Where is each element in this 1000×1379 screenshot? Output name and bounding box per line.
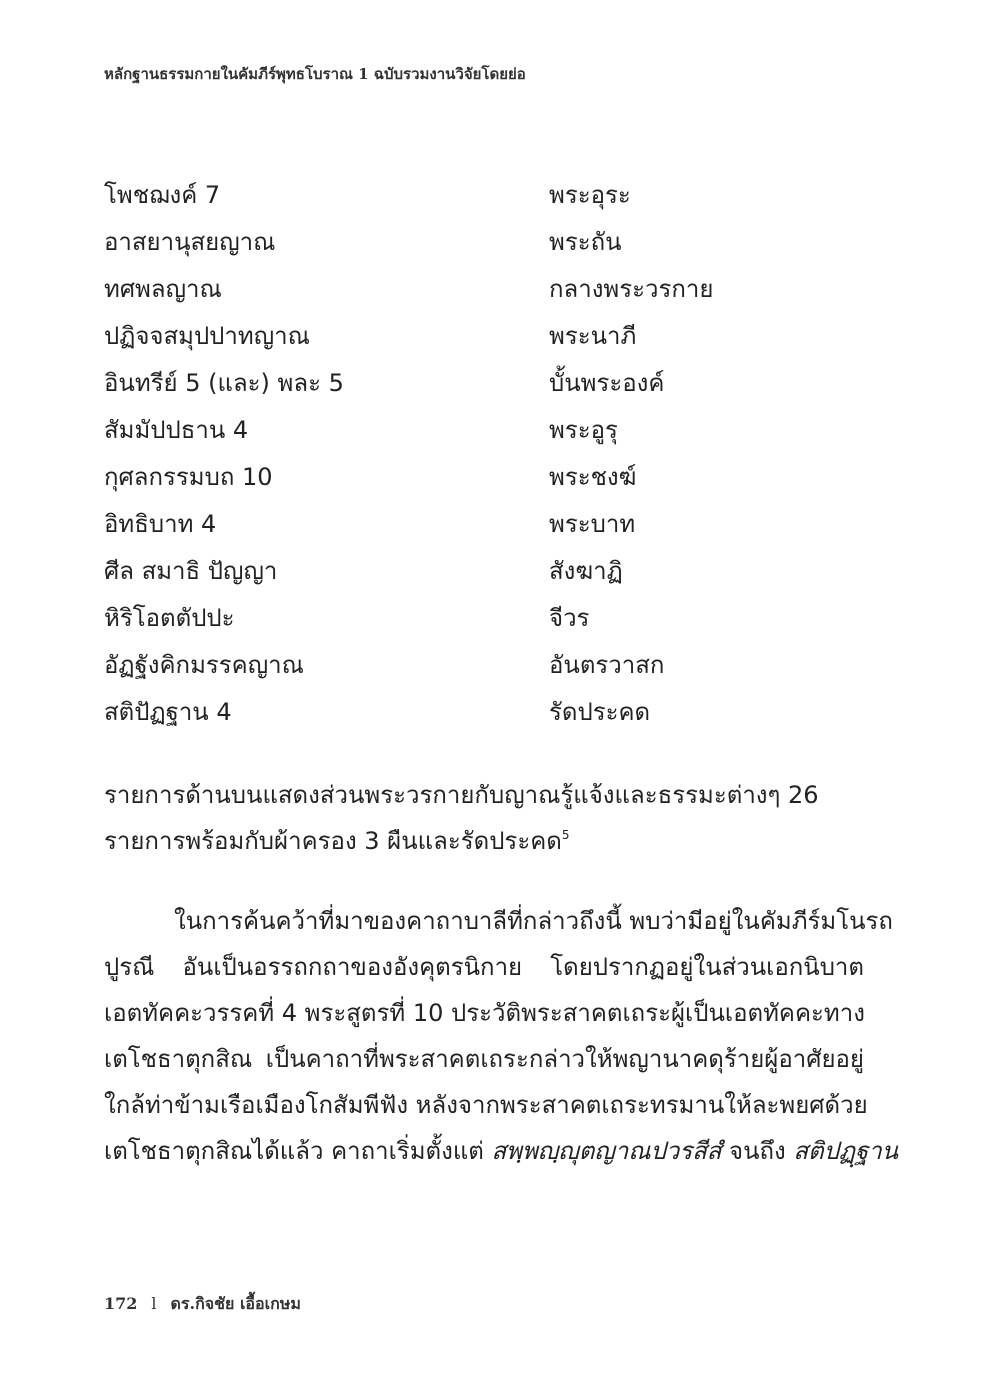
body-paragraph [104, 898, 899, 1174]
body-part-item: รัดประคด [549, 698, 651, 726]
list-item [104, 595, 864, 642]
dhamma-item: ปฏิจจสมุปปาทญาณ [104, 322, 310, 350]
caption-text: รายการด้านบนแสดงส่วนพระวรกายกับญาณรู้แจ้งและธรรมะต่างๆ 26 รายการพร้อมกับผ้าครอง 3 ผืนและรัดประคด [104, 781, 819, 855]
body-part-item: พระอุระ [549, 181, 631, 209]
body-part-item: พระอูรุ [549, 416, 618, 444]
line-text: จนถึง [721, 1137, 794, 1165]
list-item [104, 266, 864, 313]
list-item [104, 689, 864, 736]
footer-separator: l [151, 1294, 157, 1313]
paragraph-line: เอตทัคคะวรรคที่ 4 พระสูตรที่ 10 ประวัติพระสาคตเถระผู้เป็นเอตทัคคะทาง [104, 999, 865, 1027]
body-part-item: พระนาภี [549, 322, 637, 350]
body-part-item: พระถัน [549, 228, 622, 256]
page-number: 172 [104, 1294, 138, 1313]
list-item [104, 172, 864, 219]
paragraph-line: เตโชธาตุกสิณ เป็นคาถาที่พระสาคตเถระกล่าวให้พญานาคดุร้ายผู้อาศัยอยู่ [104, 1045, 864, 1073]
dhamma-item: อัฏฐังคิกมรรคญาณ [104, 651, 304, 679]
running-header: หลักฐานธรรมกายในคัมภีร์พุทธโบราณ 1 ฉบับรวมงานวิจัยโดยย่อ [104, 65, 526, 83]
list-caption [104, 772, 864, 864]
list-item [104, 454, 864, 501]
dhamma-item: โพชฌงค์ 7 [104, 181, 221, 209]
body-part-item: พระบาท [549, 510, 636, 538]
list-item [104, 407, 864, 454]
author-name: ดร.กิจชัย เอื้อเกษม [170, 1294, 301, 1313]
dhamma-item: สัมมัปปธาน 4 [104, 416, 249, 444]
dhamma-item: อินทรีย์ 5 (และ) พละ 5 [104, 369, 344, 397]
dhamma-item: สติปัฏฐาน 4 [104, 698, 232, 726]
dhamma-item: กุศลกรรมบถ 10 [104, 463, 273, 491]
list-item [104, 642, 864, 689]
line-text: เตโชธาตุกสิณได้แล้ว คาถาเริ่มตั้งแต่ [104, 1137, 492, 1165]
correspondence-list [104, 172, 864, 736]
footnote-marker: 5 [561, 828, 570, 842]
dhamma-item: ทศพลญาณ [104, 275, 222, 303]
pali-term: สพฺพญฺญุตญาณปวรสีสํ [491, 1137, 722, 1165]
paragraph-line [104, 1128, 899, 1174]
list-item [104, 219, 864, 266]
list-item [104, 548, 864, 595]
list-item [104, 360, 864, 407]
body-part-item: กลางพระวรกาย [549, 275, 714, 303]
body-part-item: บั้นพระองค์ [549, 369, 665, 397]
dhamma-item: หิริโอตตัปปะ [104, 604, 235, 632]
dhamma-item: ศีล สมาธิ ปัญญา [104, 557, 278, 585]
body-part-item: อันตรวาสก [549, 651, 665, 679]
body-part-item: สังฆาฏิ [549, 557, 623, 585]
dhamma-item: อิทธิบาท 4 [104, 510, 217, 538]
list-item [104, 501, 864, 548]
pali-term: สติปฏฺฐาน [793, 1137, 899, 1165]
body-part-item: จีวร [549, 604, 590, 632]
body-part-item: พระชงฆ์ [549, 463, 637, 491]
paragraph-line: ปูรณี อันเป็นอรรถกถาของอังคุตรนิกาย โดยปรากฏอยู่ในส่วนเอกนิบาต [104, 953, 864, 981]
list-item [104, 313, 864, 360]
paragraph-line: ในการค้นคว้าที่มาของคาถาบาลีที่กล่าวถึงนี้ พบว่ามีอยู่ในคัมภีร์มโนรถ [174, 907, 893, 935]
paragraph-line: ใกล้ท่าข้ามเรือเมืองโกสัมพีฟัง หลังจากพระสาคตเถระทรมานให้ละพยศด้วย [104, 1091, 868, 1119]
page-footer [104, 1292, 301, 1317]
dhamma-item: อาสยานุสยญาณ [104, 228, 276, 256]
